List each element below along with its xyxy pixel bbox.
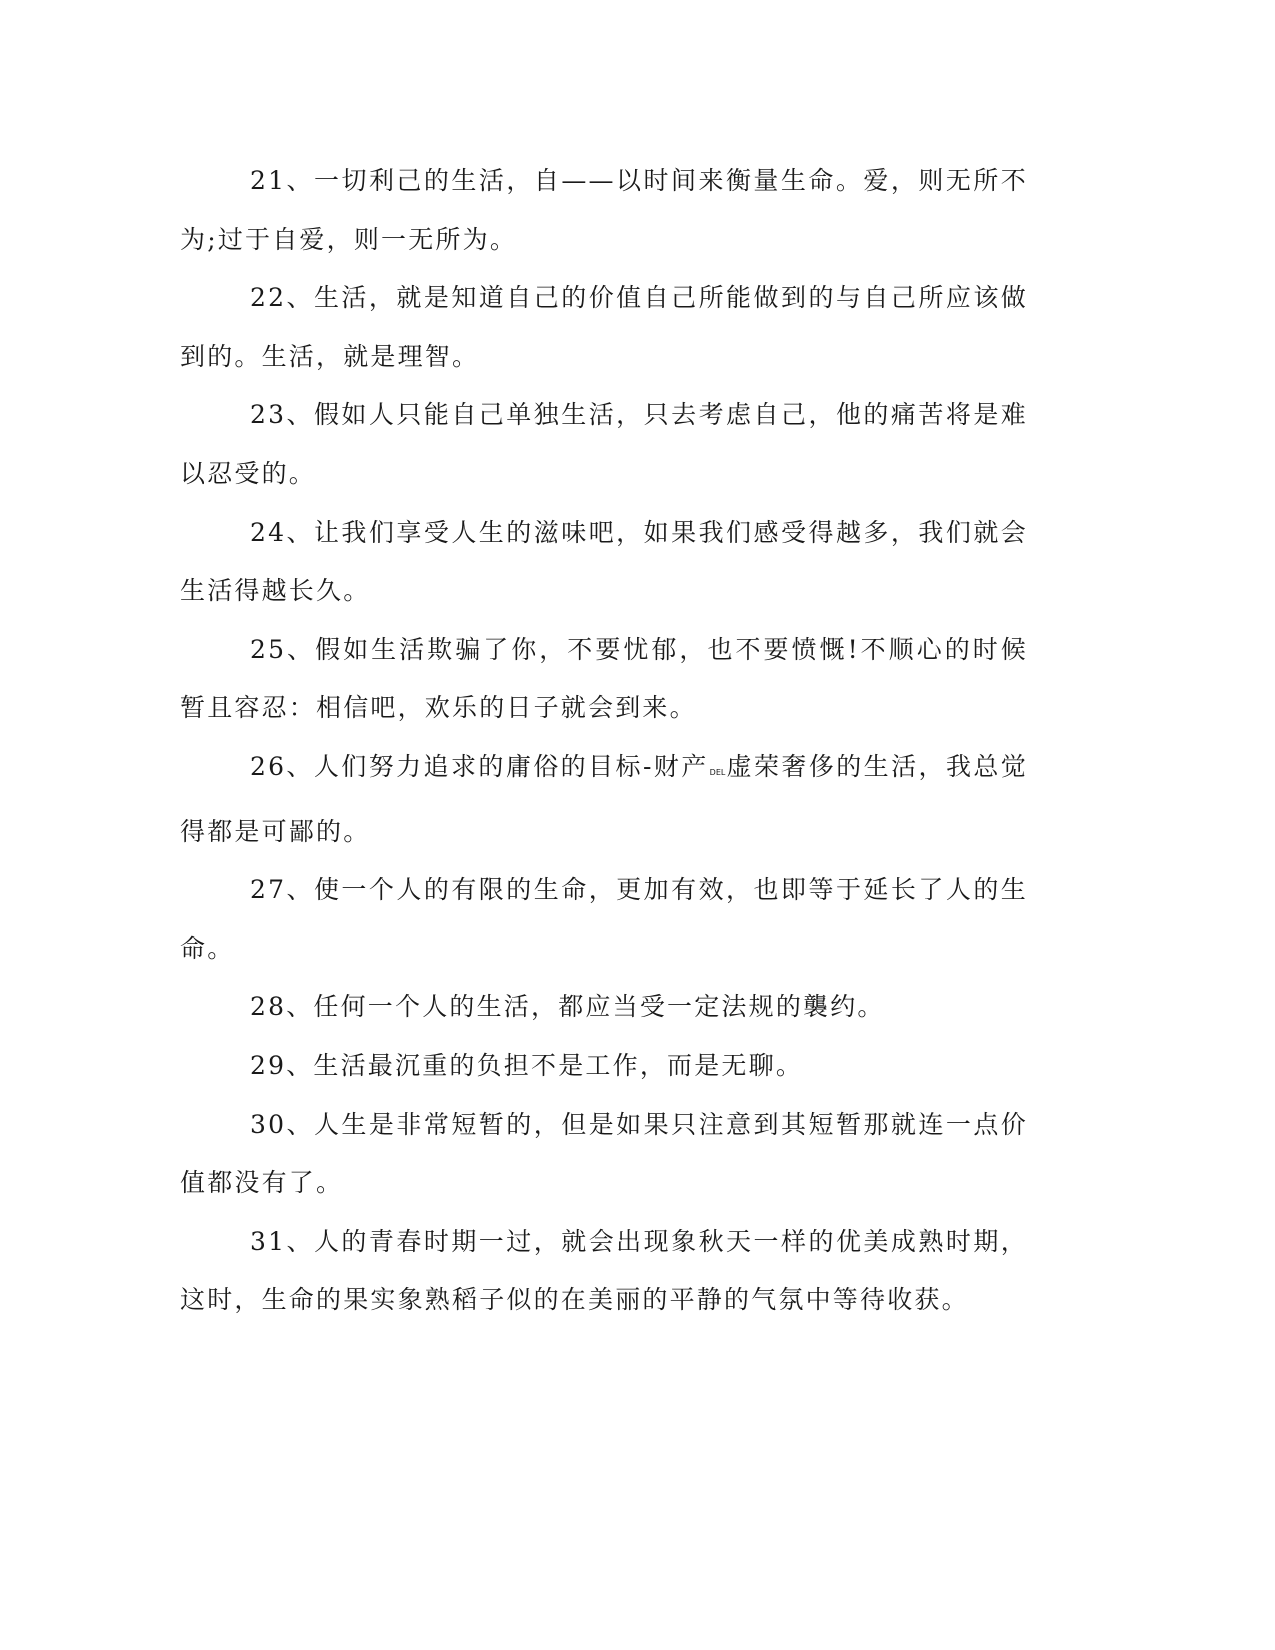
paragraph-30: 30、人生是非常短暂的，但是如果只注意到其短暂那就连一点价值都没有了。 [180, 1109, 1028, 1198]
paragraph-27: 27、使一个人的有限的生命，更加有效，也即等于延长了人的生命。 [180, 875, 1028, 963]
document-body [180, 152, 1028, 1330]
paragraph-26-part-1: 26、人们努力追求的庸俗的目标-财产 [250, 751, 709, 781]
paragraph-24: 24、让我们享受人生的滋味吧，如果我们感受得越多，我们就会生活得越长久。 [180, 517, 1028, 606]
paragraph-31: 31、人的青春时期一过，就会出现象秋天一样的优美成熟时期，这时，生命的果实象熟稻子似的在美丽的平静的气氛中等待收获。 [180, 1226, 1028, 1315]
paragraph-26 [180, 738, 1028, 861]
paragraph-28: 28、任何一个人的生活，都应当受一定法规的襲约。 [250, 992, 885, 1022]
paragraph-26-part-2: 虚荣奢侈的生活，我总觉得都是可鄙的。 [180, 751, 1028, 846]
paragraph-25: 25、假如生活欺骗了你，不要忧郁，也不要愤慨!不顺心的时候暂且容忍：相信吧，欢乐的日子就会到来。 [180, 634, 1028, 723]
paragraph-29: 29、生活最沉重的负担不是工作，而是无聊。 [250, 1050, 804, 1080]
paragraph-22: 22、生活，就是知道自己的价值自己所能做到的与自己所应该做到的。生活，就是理智。 [180, 283, 1028, 371]
paragraph-23: 23、假如人只能自己单独生活，只去考虑自己，他的痛苦将是难以忍受的。 [180, 400, 1028, 488]
paragraph-21: 21、一切利己的生活，自——以时间来衡量生命。爱，则无所不为;过于自爱，则一无所为。 [180, 166, 1028, 254]
del-mark: DEL [709, 767, 726, 777]
